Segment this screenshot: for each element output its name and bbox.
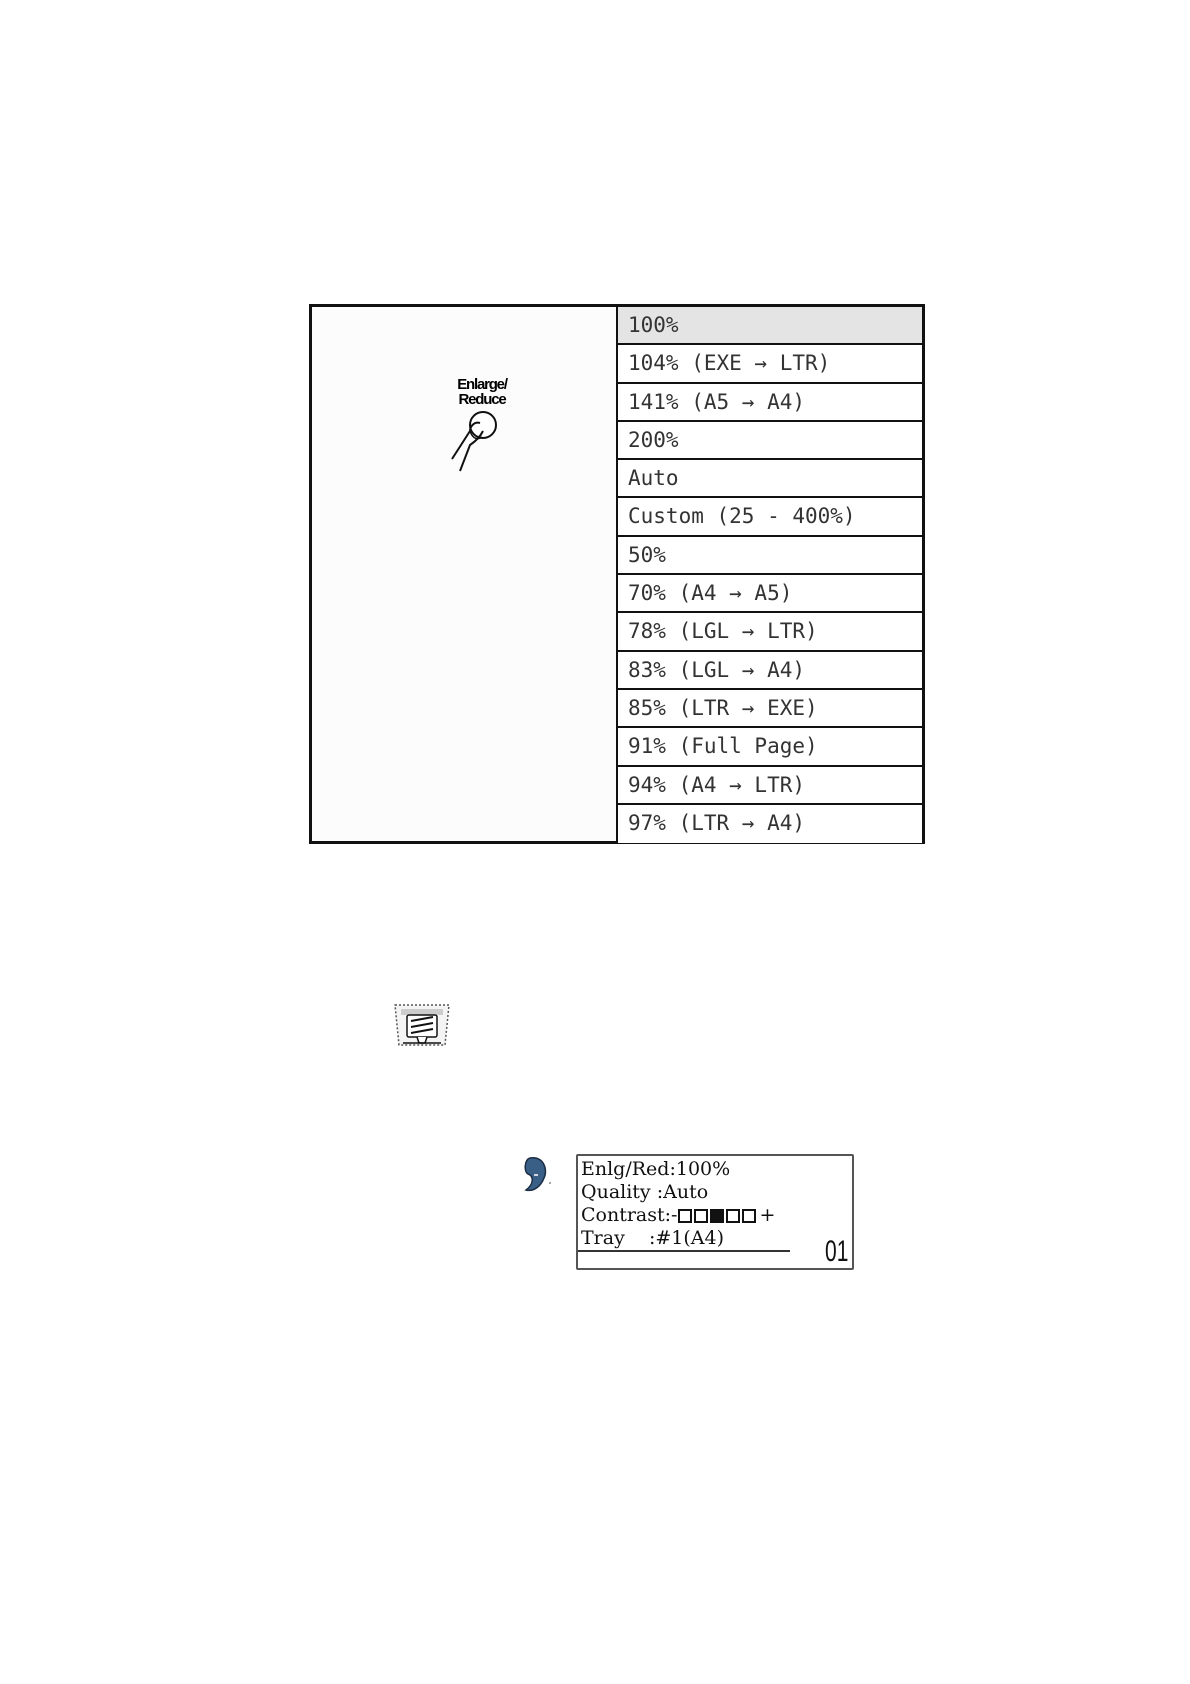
enlarge-reduce-option[interactable]: 78% (LGL → LTR) — [618, 613, 922, 651]
copy-count: 01 — [824, 1235, 848, 1268]
contrast-step-box — [694, 1209, 708, 1223]
lcd-contrast-label: Contrast:- — [581, 1204, 678, 1226]
enlarge-reduce-option[interactable]: Auto — [618, 460, 922, 498]
lcd-tray-row: Tray :#1(A4) — [581, 1227, 725, 1249]
enlarge-reduce-option[interactable]: 200% — [618, 422, 922, 460]
enlarge-reduce-label-line1: Enlarge/ — [457, 376, 507, 393]
contrast-step-box — [726, 1209, 740, 1223]
lcd-contrast-row — [581, 1204, 775, 1228]
enlarge-reduce-option[interactable]: 91% (Full Page) — [618, 728, 922, 766]
contrast-step-box — [710, 1209, 724, 1223]
contrast-level-indicator — [678, 1206, 758, 1228]
contrast-step-box — [678, 1209, 692, 1223]
enlarge-reduce-option[interactable]: 70% (A4 → A5) — [618, 575, 922, 613]
lcd-display — [576, 1154, 854, 1270]
enlarge-reduce-option[interactable]: 94% (A4 → LTR) — [618, 767, 922, 805]
contrast-step-box — [742, 1209, 756, 1223]
enlarge-reduce-option[interactable]: 85% (LTR → EXE) — [618, 690, 922, 728]
enlarge-reduce-options-list — [618, 307, 922, 843]
enlarge-reduce-option[interactable]: 141% (A5 → A4) — [618, 384, 922, 422]
enlarge-reduce-option[interactable]: 83% (LGL → A4) — [618, 652, 922, 690]
navigation-key-icon[interactable] — [520, 1156, 552, 1194]
enlarge-reduce-label-line2: Reduce — [458, 391, 506, 408]
enlarge-reduce-option[interactable]: 97% (LTR → A4) — [618, 805, 922, 843]
finger-press-button-icon — [432, 371, 532, 481]
lcd-divider — [578, 1250, 790, 1252]
lcd-enlarge-reduce-row: Enlg/Red:100% — [581, 1158, 731, 1180]
enlarge-reduce-option[interactable]: Custom (25 - 400%) — [618, 498, 922, 536]
copy-options-key-icon[interactable] — [393, 1003, 451, 1047]
enlarge-reduce-option[interactable]: 50% — [618, 537, 922, 575]
enlarge-reduce-option[interactable]: 100% — [618, 307, 922, 345]
lcd-quality-row: Quality :Auto — [581, 1181, 709, 1203]
enlarge-reduce-key-panel — [312, 307, 618, 841]
enlarge-reduce-button[interactable] — [432, 371, 532, 481]
enlarge-reduce-table — [309, 304, 925, 844]
lcd-contrast-plus: + — [759, 1204, 776, 1226]
enlarge-reduce-option[interactable]: 104% (EXE → LTR) — [618, 345, 922, 383]
